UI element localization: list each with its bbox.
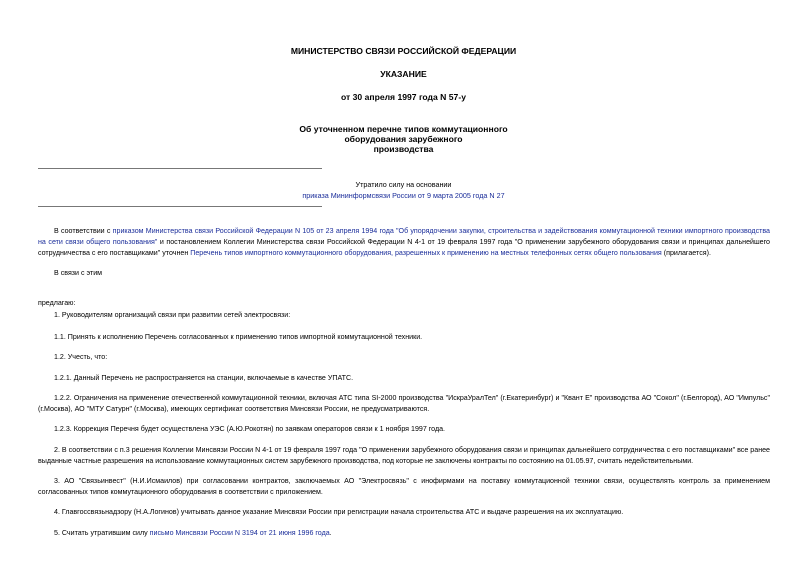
ministry-heading: МИНИСТЕРСТВО СВЯЗИ РОССИЙСКОЙ ФЕДЕРАЦИИ (290, 46, 517, 56)
title-line: Об уточненном перечне типов коммутационного (299, 124, 508, 134)
item-2: 2. В соответствии с п.3 решения Коллегии Минсвязи России N 4-1 от 19 февраля 1997 года "О применении зарубежного оборудования связи и принципах дальнейшего сотрудничества с его поставщиками" все ранее выданные частные разрешения на использование коммутационных систем зарубежного производства, под которые не заключены контракты по состоянию на 01.05.97, считать недействительными. (38, 446, 770, 465)
item-5-end: . (329, 529, 332, 537)
proposal-text: предлагаю: (38, 299, 76, 307)
item-1-2-1: 1.2.1. Данный Перечень не распространяется на станции, включаемые в качестве УПАТС. (54, 374, 354, 382)
item-1: 1. Руководителям организаций связи при развитии сетей электросвязи: (54, 311, 291, 319)
status-note-link-row (0, 190, 807, 201)
preamble-paragraph (38, 226, 770, 258)
item-1-2-2: 1.2.2. Ограничения на применение отечественной коммутационной техники, включая АТС типа SI-2000 производства "ИскраУралТел" (г.Екатеринбург) и "Квант Е" производства АО "Сокол" (г.Белгород), АО "Импульс" (г.Москва), АО "МТУ Сатурн" (г.Москва), имеющих сертификат соответствия Минсвязи России, не предусматриваются. (38, 394, 770, 413)
preamble-text: (прилагается). (661, 248, 711, 257)
preamble-text: и постановлением Коллегии Министерства связи Российской Федерации N 4-1 от 19 февраля 1997 года "О применении зарубежного оборудования связи и принципах дальнейшего сотрудничества с его поставщиками" уточнен (38, 237, 770, 257)
in-connection-text: В связи с этим (54, 269, 103, 277)
item-5 (38, 528, 770, 539)
title-line: производства (373, 144, 434, 154)
document-type: УКАЗАНИЕ (380, 69, 427, 79)
item-3: 3. АО "Связьинвест" (Н.И.Исмаилов) при согласовании контрактов, заключаемых АО "Электросвязь" с инофирмами на поставку коммутационной техники связи, осуществлять контроль за применением согласованных типов коммутационного оборудования в соответствии с приложением. (38, 477, 770, 496)
order-105-link[interactable]: приказом Министерства связи Российской Федерации N 105 от 23 апреля 1994 года "Об упорядочении закупки, строительства и задействования коммутационной техники импортного производства на сети связи общего пользования" (38, 227, 771, 246)
title-line: оборудования зарубежного (344, 134, 463, 144)
item-1-2: 1.2. Учесть, что: (54, 353, 108, 361)
status-note: Утратило силу на основании (355, 180, 452, 189)
document-date-number: от 30 апреля 1997 года N 57-у (341, 92, 466, 102)
equipment-list-link[interactable]: Перечень типов импортного коммутационного оборудования, разрешенных к применению на местных телефонных сетях общего пользования (190, 248, 662, 257)
item-5-text: 5. Считать утратившим силу (54, 529, 150, 537)
item-1-1: 1.1. Принять к исполнению Перечень согласованных к применению типов импортной коммутационной техники. (54, 333, 423, 341)
repeal-order-link[interactable]: приказа Мининформсвязи России от 9 марта 2005 года N 27 (302, 191, 505, 200)
divider-bottom (38, 206, 322, 207)
item-4: 4. Главгоссвязьнадзору (Н.А.Логинов) учитывать данное указание Минсвязи России при регистрации начала строительства АТС и выдаче разрешения на их эксплуатацию. (54, 508, 624, 516)
divider-top (38, 168, 322, 169)
letter-3194-link[interactable]: письмо Минсвязи России N 3194 от 21 июня 1996 года (149, 529, 330, 537)
item-1-2-3: 1.2.3. Коррекция Перечня будет осуществлена УЭС (А.Ю.Рокотян) по заявкам операторов связи к 1 ноября 1997 года. (54, 425, 446, 433)
preamble-text: В соответствии с (54, 227, 113, 235)
